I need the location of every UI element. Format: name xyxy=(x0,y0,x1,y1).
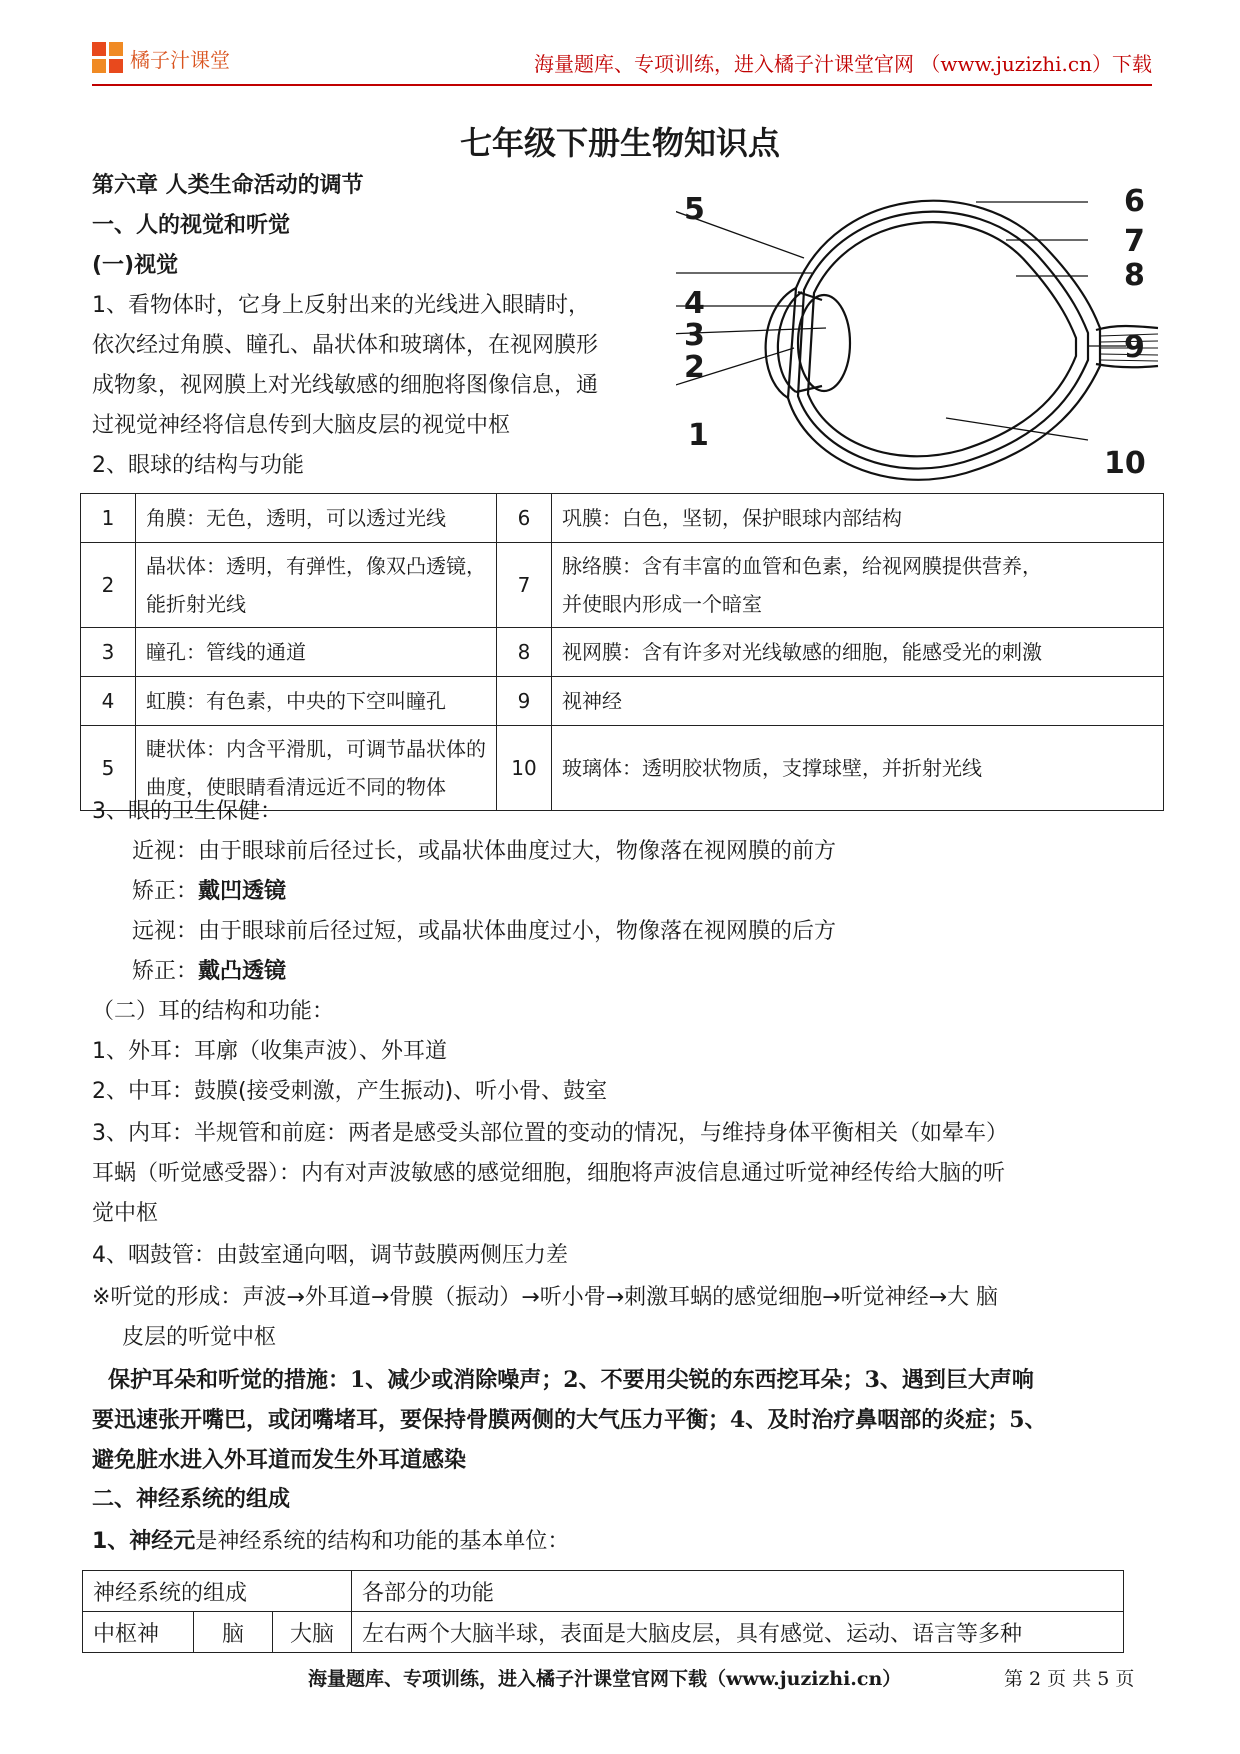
cochlea-text-cont: 觉中枢 xyxy=(92,1201,159,1226)
cell-line: 睫状体：内含平滑肌，可调节晶状体的 xyxy=(146,737,486,761)
table-number-cell: 2 xyxy=(81,543,136,628)
table-number-cell: 6 xyxy=(497,494,552,543)
vision-paragraph-line: 成物象，视网膜上对光线敏感的细胞将图像信息，通 xyxy=(92,373,599,398)
header-tagline[interactable]: 海量题库、专项训练，进入橘子汁课堂官网 （www.juzizhi.cn）下载 xyxy=(534,52,1152,76)
table-text-cell xyxy=(552,726,1164,811)
table-header-cell: 各部分的功能 xyxy=(352,1571,1124,1612)
table-text-cell xyxy=(552,677,1164,726)
eye-label: 2 xyxy=(684,350,705,385)
eye-label: 9 xyxy=(1124,330,1145,365)
nervous-system-table xyxy=(82,1570,1124,1653)
subsection-vision: (一)视觉 xyxy=(92,253,179,278)
concave-lens-text: 戴凹透镜 xyxy=(198,879,287,904)
chapter-heading: 第六章 人类生命活动的调节 xyxy=(92,173,364,198)
table-row xyxy=(81,628,1164,677)
outer-ear-text: 1、外耳：耳廓（收集声波）、外耳道 xyxy=(92,1039,447,1064)
page-number: 第 2 页 共 5 页 xyxy=(1004,1668,1135,1690)
eye-label: 7 xyxy=(1124,224,1145,259)
choroid-outline xyxy=(798,212,1088,469)
table-text-cell xyxy=(552,543,1164,628)
nervous-system-heading: 二、神经系统的组成 xyxy=(92,1487,291,1512)
table-number-cell: 10 xyxy=(497,726,552,811)
eye-label: 1 xyxy=(688,418,709,453)
page-title: 七年级下册生物知识点 xyxy=(459,124,780,162)
hyperopia-text: 远视：由于眼球前后径过短，或晶状体曲度过小，物像落在视网膜的后方 xyxy=(132,919,837,944)
vision-paragraph-line: 依次经过角膜、瞳孔、晶状体和玻璃体，在视网膜形 xyxy=(92,333,599,358)
table-cell: 脑 xyxy=(194,1612,273,1653)
cell-line: 能折射光线 xyxy=(146,592,246,616)
cell-line: 曲度，使眼睛看清远近不同的物体 xyxy=(146,775,446,799)
inner-ear-text: 3、内耳：半规管和前庭：两者是感受头部位置的变动的情况，与维持身体平衡相关（如晕车） xyxy=(92,1121,1009,1146)
cell-line: 虹膜：有色素，中央的下空叫瞳孔 xyxy=(146,689,446,713)
vision-paragraph-line: 1、看物体时，它身上反射出来的光线进入眼睛时， xyxy=(92,293,590,318)
eyeball-diagram xyxy=(676,178,1166,490)
eye-label: 8 xyxy=(1124,258,1145,293)
table-text-cell xyxy=(136,628,497,677)
table-cell: 中枢神 xyxy=(83,1612,194,1653)
table-row xyxy=(81,677,1164,726)
table-number-cell: 7 xyxy=(497,543,552,628)
table-cell: 大脑 xyxy=(273,1612,352,1653)
table-text-cell xyxy=(136,543,497,628)
table-text-cell xyxy=(136,494,497,543)
hearing-formation-text: ※听觉的形成：声波→外耳道→骨膜（振动）→听小骨→刺激耳蜗的感觉细胞→听觉神经→大 脑 xyxy=(92,1285,999,1310)
table-row xyxy=(83,1571,1124,1612)
neuron-rest: 是神经系统的结构和功能的基本单位： xyxy=(195,1529,570,1554)
cell-line: 角膜：无色，透明，可以透过光线 xyxy=(146,506,446,530)
cell-line: 脉络膜：含有丰富的血管和色素，给视网膜提供营养， xyxy=(562,554,1042,578)
correction-label: 矫正： xyxy=(132,879,199,904)
ear-protection-text: 避免脏水进入外耳道而发生外耳道感染 xyxy=(92,1447,467,1473)
page-header xyxy=(92,42,1152,86)
cell-line: 瞳孔：管线的通道 xyxy=(146,640,306,664)
ear-protection-text: 要迅速张开嘴巴，或闭嘴堵耳，要保持骨膜两侧的大气压力平衡；4、及时治疗鼻咽部的炎症；5、 xyxy=(92,1407,1047,1433)
table-number-cell: 1 xyxy=(81,494,136,543)
footer-link[interactable]: 海量题库、专项训练，进入橘子汁课堂官网下载（www.juzizhi.cn） xyxy=(308,1668,902,1690)
cochlea-text: 耳蜗（听觉感受器）：内有对声波敏感的感觉细胞，细胞将声波信息通过听觉神经传给大脑的听 xyxy=(92,1161,1006,1186)
section-heading-1: 一、人的视觉和听觉 xyxy=(92,213,291,238)
table-text-cell xyxy=(136,677,497,726)
middle-ear-text: 2、中耳：鼓膜(接受刺激，产生振动)、听小骨、鼓室 xyxy=(92,1079,608,1104)
table-number-cell: 3 xyxy=(81,628,136,677)
vision-paragraph-line: 过视觉神经将信息传到大脑皮层的视觉中枢 xyxy=(92,413,511,438)
eye-label: 4 xyxy=(684,286,705,321)
table-row xyxy=(81,543,1164,628)
logo-icon xyxy=(92,42,124,74)
myopia-text: 近视：由于眼球前后径过长，或晶状体曲度过大，物像落在视网膜的前方 xyxy=(132,839,837,864)
table-number-cell: 9 xyxy=(497,677,552,726)
table-cell: 左右两个大脑半球，表面是大脑皮层，具有感觉、运动、语言等多种 xyxy=(352,1612,1124,1653)
eye-label: 6 xyxy=(1124,184,1145,219)
ear-protection-text: 保护耳朵和听觉的措施：1、减少或消除噪声；2、不要用尖锐的东西挖耳朵；3、遇到巨大声响 xyxy=(108,1367,1034,1393)
cell-line: 视网膜：含有许多对光线敏感的细胞，能感受光的刺激 xyxy=(562,640,1042,664)
correction-label: 矫正： xyxy=(132,959,199,984)
table-row xyxy=(83,1612,1124,1653)
table-number-cell: 5 xyxy=(81,726,136,811)
cell-line: 并使眼内形成一个暗室 xyxy=(562,592,762,616)
eye-hygiene-heading: 3、眼的卫生保健： xyxy=(92,799,282,824)
convex-lens-text: 戴凸透镜 xyxy=(198,959,287,984)
myopia-correction xyxy=(132,878,286,906)
eye-label: 3 xyxy=(684,318,705,353)
cell-line: 晶状体：透明，有弹性，像双凸透镜， xyxy=(146,554,486,578)
table-text-cell xyxy=(552,494,1164,543)
eye-label: 10 xyxy=(1104,446,1146,481)
neuron-text xyxy=(92,1528,569,1556)
hyperopia-correction xyxy=(132,958,286,986)
eye-structure-heading: 2、眼球的结构与功能 xyxy=(92,453,304,478)
table-header-cell: 神经系统的组成 xyxy=(83,1571,352,1612)
sclera-outline xyxy=(788,201,1100,480)
lens xyxy=(798,295,850,391)
eye-structure-table xyxy=(80,493,1164,811)
eustachian-tube-text: 4、咽鼓管：由鼓室通向咽，调节鼓膜两侧压力差 xyxy=(92,1243,568,1268)
table-number-cell: 8 xyxy=(497,628,552,677)
eye-label: 5 xyxy=(684,192,705,227)
cell-line: 视神经 xyxy=(562,689,622,713)
logo-text: 橘子汁课堂 xyxy=(130,47,230,72)
logo[interactable] xyxy=(92,42,230,74)
retina-outline xyxy=(808,222,1076,456)
cell-line: 巩膜：白色，坚韧，保护眼球内部结构 xyxy=(562,506,902,530)
table-text-cell xyxy=(552,628,1164,677)
hearing-formation-cont: 皮层的听觉中枢 xyxy=(122,1325,277,1350)
cell-line: 玻璃体：透明胶状物质，支撑球壁，并折射光线 xyxy=(562,756,982,780)
ear-heading: （二）耳的结构和功能： xyxy=(92,999,335,1024)
neuron-bold: 1、神经元 xyxy=(92,1529,196,1554)
table-number-cell: 4 xyxy=(81,677,136,726)
table-row xyxy=(81,494,1164,543)
